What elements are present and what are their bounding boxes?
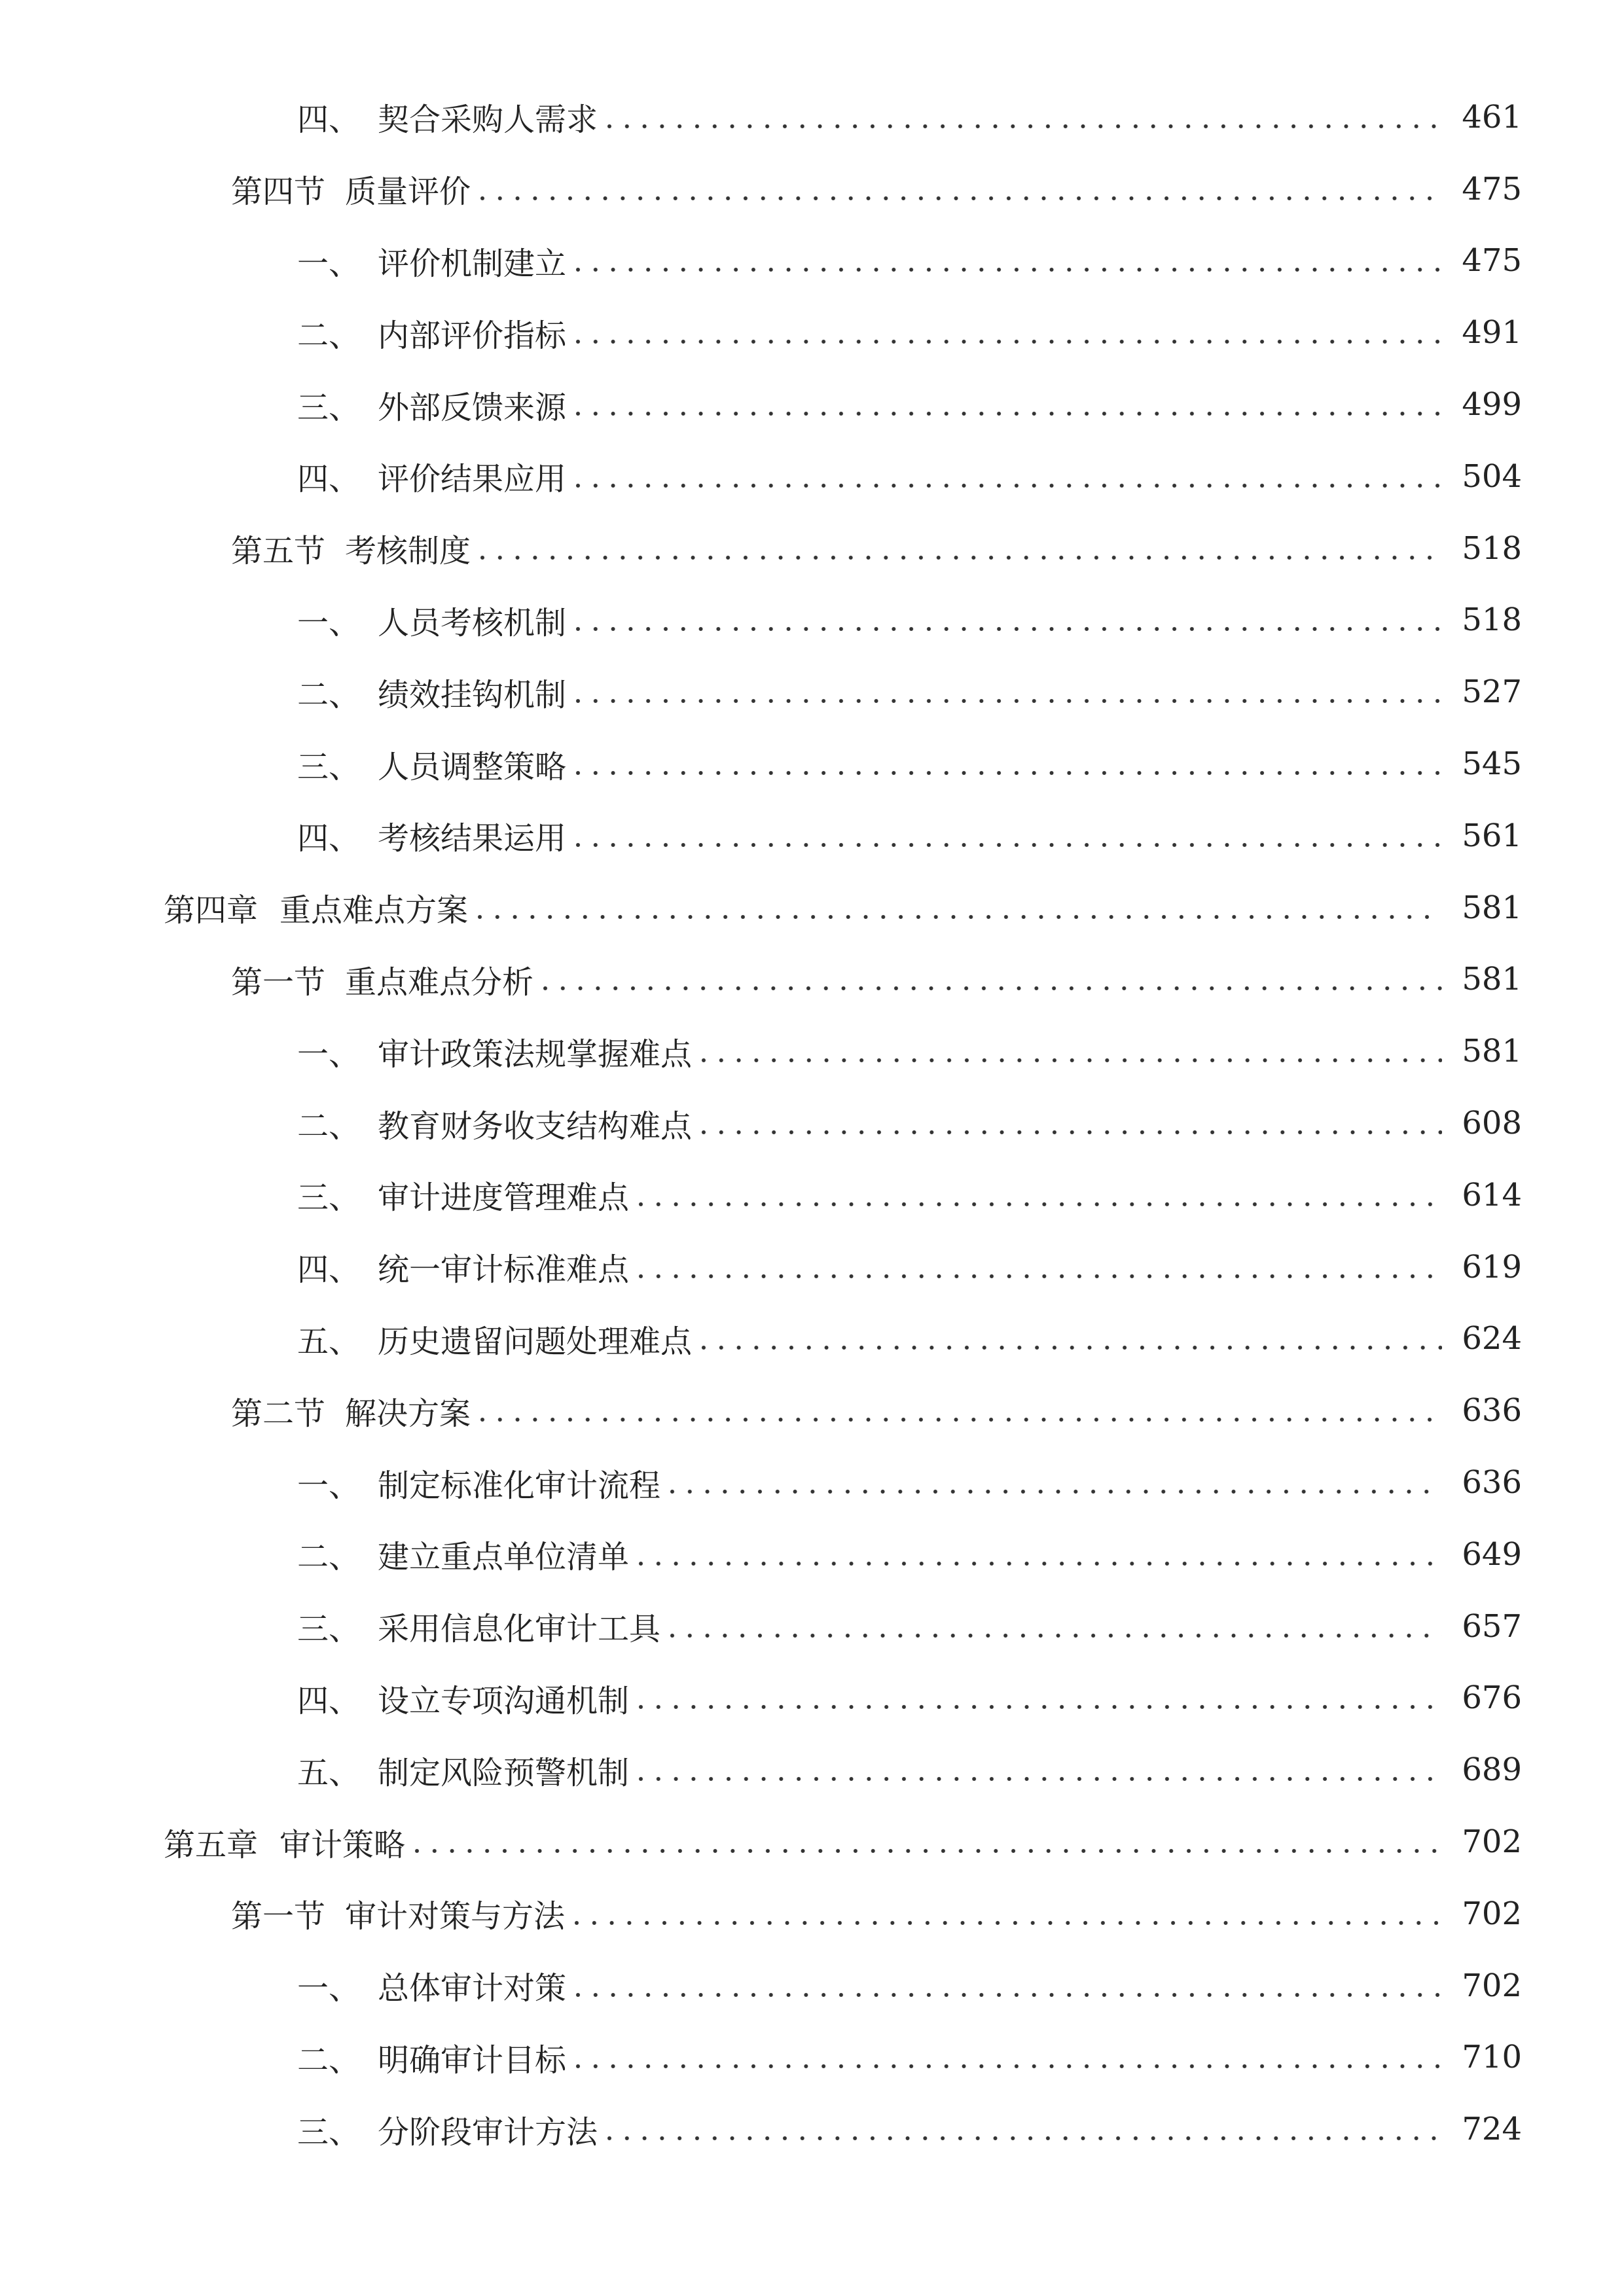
- toc-entry: [164, 656, 1522, 728]
- toc-entry-number: 四、: [297, 1682, 361, 1719]
- toc-entry: [164, 1950, 1522, 2022]
- dot-leader: [638, 1776, 1442, 1782]
- dot-leader: [701, 1130, 1442, 1135]
- dot-leader: [575, 483, 1442, 488]
- toc-entry-title: 统一审计标准难点: [378, 1251, 630, 1289]
- toc-entry-title: 质量评价: [345, 173, 471, 211]
- toc-entry-page-number: 649: [1462, 1535, 1522, 1573]
- toc-entry-number: 一、: [297, 1035, 361, 1073]
- dot-leader: [670, 1489, 1442, 1494]
- dot-leader: [575, 2064, 1442, 2069]
- toc-entry: [164, 81, 1522, 153]
- dot-leader: [480, 196, 1442, 201]
- toc-entry-title: 解决方案: [345, 1395, 471, 1432]
- dot-leader: [480, 555, 1442, 560]
- toc-entry-title: 评价结果应用: [378, 461, 567, 498]
- toc-entry-title: 评价机制建立: [378, 245, 567, 282]
- dot-leader: [701, 1058, 1442, 1063]
- toc-entry-number: 第二节: [231, 1395, 326, 1432]
- dot-leader: [638, 1561, 1442, 1566]
- toc-entry-number: 二、: [297, 317, 361, 354]
- toc-entry-title: 考核结果运用: [378, 820, 567, 857]
- toc-entry-page-number: 702: [1462, 1967, 1522, 2004]
- toc-entry-title: 绩效挂钩机制: [378, 676, 567, 713]
- toc-entry-title: 总体审计对策: [378, 1970, 567, 2007]
- toc-entry-number: 四、: [297, 1251, 361, 1289]
- toc-entry-title: 审计进度管理难点: [378, 1179, 630, 1217]
- toc-entry-title: 人员考核机制: [378, 604, 567, 641]
- dot-leader: [575, 267, 1442, 272]
- toc-entry: [164, 2093, 1522, 2165]
- toc-entry-title: 审计对策与方法: [345, 1898, 566, 1935]
- dot-leader: [575, 770, 1442, 776]
- toc-entry-page-number: 581: [1462, 961, 1522, 998]
- toc-entry-page-number: 636: [1462, 1464, 1522, 1501]
- dot-leader: [701, 1345, 1442, 1350]
- toc-entry-title: 内部评价指标: [378, 317, 567, 354]
- toc-entry: [164, 1806, 1522, 1878]
- toc-entry: [164, 1446, 1522, 1518]
- toc-entry-page-number: 710: [1462, 2039, 1522, 2076]
- toc-entry-title: 制定标准化审计流程: [378, 1467, 661, 1504]
- toc-entry-number: 三、: [297, 1179, 361, 1217]
- toc-entry-page-number: 581: [1462, 1033, 1522, 1070]
- toc-entry: [164, 584, 1522, 656]
- toc-entry-page-number: 461: [1462, 98, 1522, 135]
- toc-entry-number: 第五节: [231, 533, 326, 570]
- toc-entry: [164, 2022, 1522, 2094]
- toc-entry-title: 设立专项沟通机制: [378, 1682, 630, 1719]
- toc-entry-number: 第四节: [231, 173, 326, 211]
- toc-entry-page-number: 689: [1462, 1751, 1522, 1789]
- toc-entry-number: 五、: [297, 1754, 361, 1791]
- toc-entry-title: 审计政策法规掌握难点: [378, 1035, 693, 1073]
- dot-leader: [543, 986, 1442, 991]
- toc-entry-number: 第四章: [164, 892, 259, 929]
- toc-entry: [164, 1374, 1522, 1446]
- toc-entry-page-number: 518: [1462, 601, 1522, 639]
- toc-entry: [164, 1590, 1522, 1662]
- toc-entry-page-number: 619: [1462, 1248, 1522, 1285]
- toc-entry-number: 二、: [297, 1539, 361, 1576]
- toc-entry-page-number: 581: [1462, 889, 1522, 926]
- toc-entry: [164, 872, 1522, 944]
- toc-entry-number: 一、: [297, 1467, 361, 1504]
- dot-leader: [575, 1992, 1442, 1998]
- toc-entry: [164, 800, 1522, 872]
- toc-entry-number: 三、: [297, 2113, 361, 2151]
- toc-entry-number: 三、: [297, 1611, 361, 1648]
- toc-entry-page-number: 657: [1462, 1607, 1522, 1645]
- dot-leader: [638, 1202, 1442, 1207]
- dot-leader: [480, 1417, 1442, 1422]
- toc-entry-number: 第五章: [164, 1826, 259, 1863]
- toc-entry-number: 二、: [297, 2041, 361, 2079]
- toc-entry: [164, 440, 1522, 512]
- toc-entry-title: 分阶段审计方法: [378, 2113, 598, 2151]
- toc-entry-number: 四、: [297, 461, 361, 498]
- toc-entry-number: 四、: [297, 101, 361, 139]
- toc-entry: [164, 944, 1522, 1016]
- toc-entry-number: 一、: [297, 604, 361, 641]
- toc-entry-title: 采用信息化审计工具: [378, 1611, 661, 1648]
- table-of-contents: [164, 81, 1522, 2165]
- toc-entry: [164, 1734, 1522, 1806]
- toc-entry: [164, 728, 1522, 800]
- toc-entry: [164, 153, 1522, 225]
- dot-leader: [575, 411, 1442, 416]
- toc-entry-title: 审计策略: [280, 1826, 406, 1863]
- dot-leader: [575, 842, 1442, 848]
- toc-entry-page-number: 504: [1462, 457, 1522, 495]
- toc-entry: [164, 368, 1522, 440]
- toc-entry-page-number: 475: [1462, 242, 1522, 279]
- dot-leader: [575, 626, 1442, 632]
- toc-entry: [164, 512, 1522, 584]
- toc-entry-page-number: 491: [1462, 314, 1522, 351]
- dot-leader: [638, 1704, 1442, 1710]
- toc-entry-page-number: 561: [1462, 817, 1522, 854]
- toc-entry-page-number: 545: [1462, 745, 1522, 783]
- toc-entry: [164, 1518, 1522, 1590]
- toc-entry-title: 制定风险预警机制: [378, 1754, 630, 1791]
- toc-entry-page-number: 499: [1462, 386, 1522, 423]
- toc-entry-number: 第一节: [231, 963, 326, 1001]
- toc-entry: [164, 225, 1522, 297]
- dot-leader: [414, 1848, 1442, 1854]
- toc-entry-page-number: 614: [1462, 1176, 1522, 1213]
- toc-entry-page-number: 624: [1462, 1320, 1522, 1357]
- toc-entry-number: 三、: [297, 389, 361, 426]
- toc-entry-number: 一、: [297, 1970, 361, 2007]
- toc-entry-title: 考核制度: [345, 533, 471, 570]
- toc-entry: [164, 1159, 1522, 1231]
- toc-entry-page-number: 527: [1462, 673, 1522, 711]
- toc-entry-number: 五、: [297, 1323, 361, 1360]
- toc-entry: [164, 296, 1522, 368]
- toc-entry-page-number: 676: [1462, 1679, 1522, 1717]
- dot-leader: [638, 1274, 1442, 1279]
- dot-leader: [575, 698, 1442, 704]
- toc-entry-title: 重点难点方案: [280, 892, 469, 929]
- toc-entry: [164, 1662, 1522, 1734]
- toc-entry-title: 外部反馈来源: [378, 389, 567, 426]
- toc-entry-title: 明确审计目标: [378, 2041, 567, 2079]
- toc-entry-title: 人员调整策略: [378, 748, 567, 785]
- toc-entry-number: 一、: [297, 245, 361, 282]
- toc-entry-page-number: 702: [1462, 1895, 1522, 1932]
- dot-leader: [607, 124, 1442, 129]
- toc-entry-page-number: 518: [1462, 529, 1522, 567]
- toc-entry-page-number: 608: [1462, 1105, 1522, 1142]
- toc-entry-number: 二、: [297, 676, 361, 713]
- toc-entry-number: 三、: [297, 748, 361, 785]
- toc-entry: [164, 1878, 1522, 1950]
- toc-entry-page-number: 475: [1462, 170, 1522, 207]
- toc-entry-title: 建立重点单位清单: [378, 1539, 630, 1576]
- toc-entry: [164, 1303, 1522, 1375]
- toc-entry-page-number: 702: [1462, 1823, 1522, 1861]
- toc-entry-title: 重点难点分析: [345, 963, 534, 1001]
- toc-entry: [164, 1087, 1522, 1159]
- toc-entry: [164, 1231, 1522, 1303]
- toc-entry-number: 二、: [297, 1107, 361, 1145]
- toc-entry-number: 第一节: [231, 1898, 326, 1935]
- toc-entry-page-number: 636: [1462, 1392, 1522, 1429]
- toc-entry-page-number: 724: [1462, 2111, 1522, 2148]
- dot-leader: [574, 1920, 1442, 1926]
- dot-leader: [477, 914, 1442, 920]
- toc-entry-number: 四、: [297, 820, 361, 857]
- dot-leader: [670, 1633, 1442, 1638]
- dot-leader: [607, 2136, 1442, 2141]
- dot-leader: [575, 339, 1442, 344]
- toc-entry: [164, 1015, 1522, 1087]
- toc-entry-title: 历史遗留问题处理难点: [378, 1323, 693, 1360]
- toc-entry-title: 契合采购人需求: [378, 101, 598, 139]
- toc-entry-title: 教育财务收支结构难点: [378, 1107, 693, 1145]
